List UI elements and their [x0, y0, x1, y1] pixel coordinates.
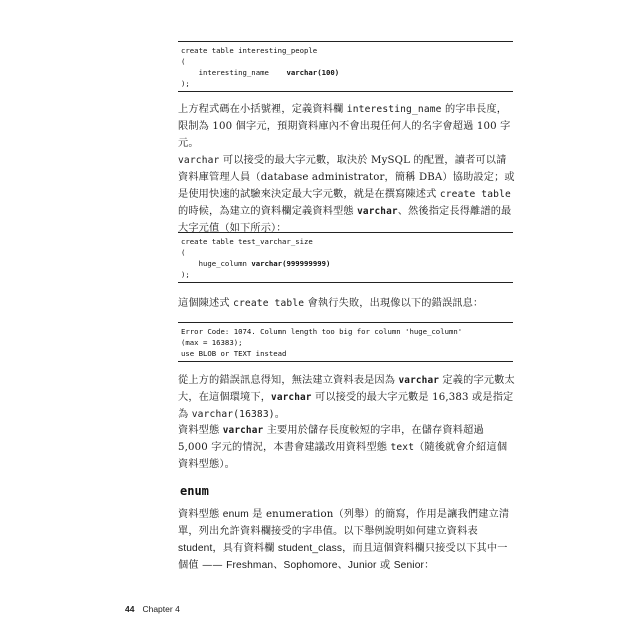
code-listing	[178, 42, 513, 91]
paragraph-varchar-max	[178, 152, 516, 237]
inline-value: Freshman	[226, 560, 274, 571]
code-block-test-varchar-size	[178, 232, 513, 283]
paragraph-statement-fails	[178, 295, 516, 312]
text: 是 enumeration（列舉）的簡寫，作用是讓我們建立清單，列出允許資料欄接受的字串值。以下舉例說明如何建立資料表	[178, 509, 510, 537]
paragraph-varchar-usage	[178, 422, 516, 473]
code-column-type: varchar(999999999)	[251, 259, 331, 268]
code-block-error-message	[178, 322, 513, 362]
inline-code: interesting_name	[346, 104, 442, 115]
code-line: );	[181, 79, 190, 88]
text: 的時候，為建立的資料欄定義資料型態	[178, 206, 358, 217]
inline-code: varchar(16383)	[191, 409, 275, 420]
inline-value: Sophomore	[283, 560, 338, 571]
text: 資料型態	[178, 425, 223, 436]
inline-code: varchar	[271, 392, 312, 403]
code-line: use BLOB or TEXT instead	[181, 349, 287, 358]
text: 從上方的錯誤訊息得知，無法建立資料表是因為	[178, 375, 399, 386]
inline-code: create table	[233, 298, 305, 309]
inline-code: varchar	[178, 155, 220, 166]
inline-code: student_class	[277, 543, 343, 554]
code-listing	[178, 233, 513, 282]
text: 這個陳述式	[178, 298, 234, 309]
text: 、然後指定長得離譜的最大字元值（如下所示）：	[178, 206, 512, 234]
code-column-name: huge_column	[198, 259, 247, 268]
code-block-bottom-rule	[178, 361, 513, 362]
inline-code: varchar	[357, 206, 398, 217]
inline-code: enum	[222, 509, 249, 520]
code-line: );	[181, 270, 190, 279]
text: 上方程式碼在小括號裡，定義資料欄	[178, 104, 347, 115]
page-number: 44	[125, 604, 135, 614]
code-block-bottom-rule	[178, 91, 513, 92]
inline-code: create table	[439, 189, 511, 200]
text: 主要用於儲存長度較短的字串，在儲存資料超過 5,000 字元的情況，本書會建議改用資料型態	[178, 425, 484, 453]
code-block-create-interesting-people	[178, 41, 513, 92]
code-line: (	[181, 57, 186, 66]
code-line: create table interesting_people	[181, 46, 318, 55]
inline-code: varchar	[222, 425, 264, 436]
text: （隨後就會介紹這個資料型態）。	[178, 442, 508, 470]
chapter-label: Chapter 4	[142, 604, 180, 614]
paragraph-interesting-name	[178, 101, 516, 152]
inline-code: varchar	[398, 375, 440, 386]
text: 或	[376, 560, 394, 571]
text: 。	[274, 409, 286, 420]
text: ，而且這個資料欄只接受以下其中一個值 ——	[178, 543, 508, 571]
inline-code: student	[178, 543, 213, 554]
code-line: create table test_varchar_size	[181, 237, 313, 246]
text: 可以接受的最大字元數，取決於 MySQL 的配置，讀者可以請資料庫管理人員（database administrator，簡稱 DBA）協助設定；或是使用快速的試驗來決定最大字元數，就是在撰寫陳述式	[178, 155, 515, 200]
code-line: Error Code: 1074. Column length too big for column 'huge_column'	[181, 327, 463, 336]
text: 可以接受的最大字元數是 16,383 或是指定為	[178, 392, 514, 420]
text: ，具有資料欄	[212, 543, 278, 554]
text: ：	[424, 560, 435, 571]
text: 資料型態	[178, 509, 223, 520]
text: 的字串長度，限制為 100 個字元，預期資料庫內不會出現任何人的名字會超過 100 字元。	[178, 104, 511, 149]
text: 、	[273, 560, 284, 571]
code-line: (	[181, 248, 186, 257]
code-listing	[178, 323, 513, 361]
inline-value: Junior	[347, 560, 377, 571]
code-block-bottom-rule	[178, 282, 513, 283]
inline-code: text	[390, 442, 415, 453]
code-line: (max = 16383);	[181, 338, 243, 347]
paragraph-error-explanation	[178, 372, 516, 423]
text: 、	[337, 560, 348, 571]
code-column-name: interesting_name	[198, 68, 269, 77]
code-column-type: varchar(100)	[286, 68, 340, 77]
text: 會執行失敗，出現像以下的錯誤訊息：	[304, 298, 484, 309]
paragraph-enum-description	[178, 506, 516, 574]
page-footer	[125, 604, 180, 614]
section-heading-enum: enum	[180, 484, 209, 498]
inline-value: Senior	[393, 560, 425, 571]
text: 定義的字元數太大，在這個環境下，	[178, 375, 515, 403]
